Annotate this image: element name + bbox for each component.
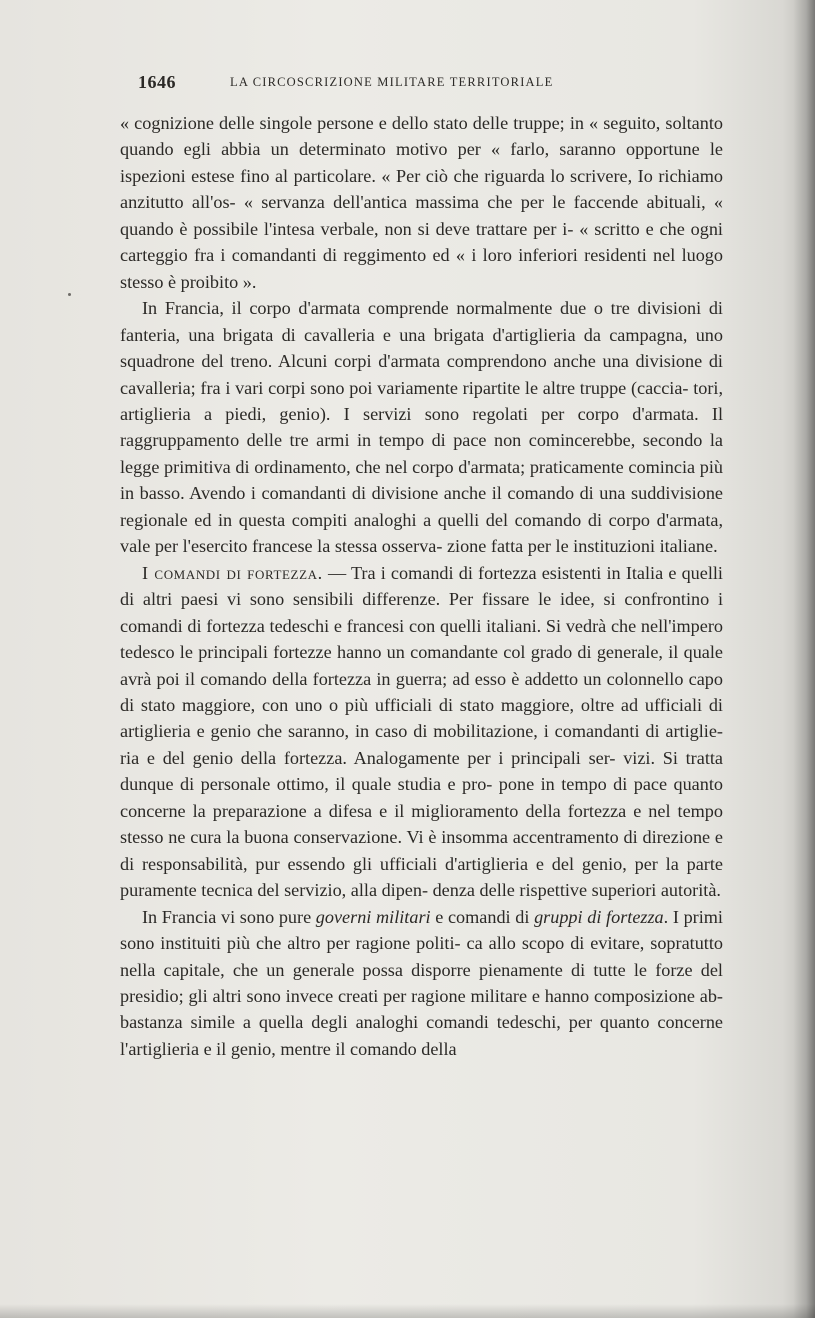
paragraph-quote-continuation: « cognizione delle singole persone e dello stato delle truppe; in « seguito, soltanto quando egli abbia un determinato motivo per « farlo, saranno opportune le ispezioni estese fino al particolare. « Per ciò che riguarda lo scrivere, Io richiamo anzitutto all'os- « servanza dell'antica massima che per le faccende abituali, « quando è possibile l'intesa verbale, non si deve trattare per i- « scritto e che ogni carteggio fra i comandanti di reggimento ed « i loro inferiori residenti nel luogo stesso è proibito ». — [120, 113, 723, 292]
paragraph-text: In Francia vi sono pure — [142, 906, 316, 927]
paragraph-francia-corpo-armata: In Francia, il corpo d'armata comprende normalmente due o tre divisioni di fanteria, una brigata di cavalleria e una brigata d'artiglieria da campagna, uno squadrone del treno. Alcuni corpi d'armata comprendono anche una divisione di cavalleria; fra i vari corpi sono poi variamente ripartite le altre truppe (caccia- tori, artiglieria a piedi, genio). I servizi sono regolati per corpo d'armata. Il raggruppamento delle tre armi in tempo di pace non comincerebbe, secondo la legge primitiva di ordinamento, che nel corpo d'armata; praticamente comincia più in basso. Avendo i comandanti di divisione anche il comando di una suddivisione regionale ed in questa compiti analoghi a quelli del comando di corpo d'armata, vale per l'esercito francese la stessa osserva- zione fatta per le instituzioni italiane. — [120, 298, 723, 557]
paragraph-text: . I primi sono instituiti più che altro per ragione politi- ca allo scopo di evitare, sopratutto nella capitale, che un generale possa disporre pienamente di tutte le forze del presidio; gli altri sono invece creati per ragione militare e hanno composizione ab- bastanza simile a quella degli analoghi comandi tedeschi, per quanto concerne l'artiglieria e il genio, mentre il comando della — [120, 906, 723, 1059]
section-heading: I comandi di fortezza. — [142, 562, 323, 583]
page-header — [138, 72, 728, 94]
paragraph-text: — Tra i comandi di fortezza esistenti in Italia e quelli di altri paesi vi sono sensibili differenze. Per fissare le idee, si confrontino i comandi di fortezza tedeschi e francesi con quelli italiani. Si vedrà che nell'impero tedesco le principali fortezze hanno un comandante col grado di generale, il quale avrà poi il comando della fortezza in guerra; ad esso è addetto un colonnello capo di stato maggiore, con uno o più ufficiali di stato maggiore, oltre ad ufficiali di artiglieria e genio che saranno, in caso di mobilitazione, i comandanti di artiglie- ria e del genio della fortezza. Analogamente per i principali ser- vizi. Si tratta dunque di personale ottimo, il quale studia e pro- pone in tempo di pace quanto concerne la preparazione a difesa e il miglioramento della fortezza e nel tempo stesso ne cura la buona conservazione. Vi è insomma accentramento di direzione e di responsabilità, pur essendo gli ufficiali d'artiglieria e del genio, per la parte puramente tecnica del servizio, alla dipen- denza delle rispettive superiori autorità. — [120, 562, 723, 901]
paragraph-comandi-fortezza — [120, 560, 723, 904]
page-number: 1646 — [138, 72, 176, 92]
paragraph-text: e comandi di — [430, 906, 535, 927]
body-text — [120, 110, 723, 1062]
paragraph-governi-militari — [120, 904, 723, 1063]
ink-speck — [68, 293, 71, 296]
italic-term: gruppi di fortezza — [534, 906, 664, 927]
running-head: LA CIRCOSCRIZIONE MILITARE TERRITORIALE — [230, 75, 554, 89]
italic-term: governi militari — [315, 906, 431, 927]
binding-shadow — [793, 0, 815, 1318]
bottom-edge-shadow — [0, 1304, 815, 1318]
